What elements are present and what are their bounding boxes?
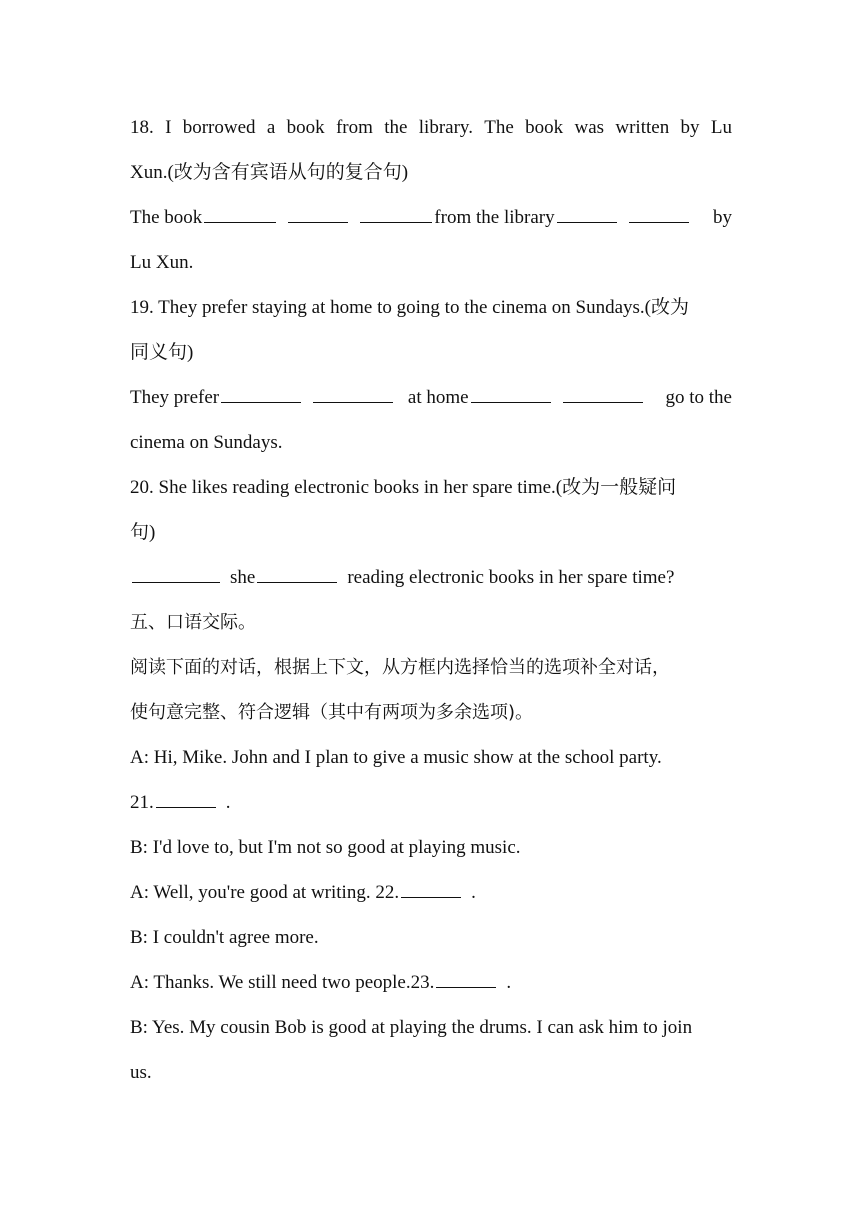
q18-word: library. [418,117,473,138]
dialogue-b3-line-1 [130,1005,732,1050]
q20-line-2 [130,510,732,555]
q20-text-2: 句) [130,522,156,543]
q20-text-1: 20. She likes reading electronic books in her spare time.(改为一般疑问 [130,477,677,498]
q18-answer-end: by [713,207,732,228]
q18-line-1 [130,105,732,150]
q20-blank-1[interactable] [132,566,220,583]
q18-answer-line-2 [130,240,732,285]
dialogue-b1 [130,825,732,870]
dialogue-b2-text: B: I couldn't agree more. [130,927,319,948]
q18-word: I [165,117,172,138]
q21-blank[interactable] [156,791,216,808]
q19-answer-end: go to the [665,387,732,408]
q18-word: a [266,117,276,138]
q18-word: book [525,117,564,138]
section-5-instruction-2 [130,690,732,735]
q18-word: the [384,117,408,138]
dialogue-a1 [130,735,732,780]
q18-line-2 [130,150,732,195]
section-5-title [130,600,732,645]
q18-blank-4[interactable] [557,206,617,223]
q19-answer-text-2: cinema on Sundays. [130,432,283,453]
q19-line-1 [130,285,732,330]
q18-answer-start: The book [130,207,203,228]
q19-text-2: 同义句) [130,342,194,363]
q18-text-2: Xun.(改为含有宾语从句的复合句) [130,162,409,183]
q18-word: The [484,117,514,138]
dialogue-a2 [130,870,732,915]
dialogue-a3-text: A: Thanks. We still need two people.23. [130,972,435,993]
q22-blank[interactable] [401,881,461,898]
q18-word: book [286,117,325,138]
q19-answer-line-2 [130,420,732,465]
dialogue-q21-number: 21. [130,792,154,813]
q19-blank-2[interactable] [313,386,393,403]
q19-blank-4[interactable] [563,386,643,403]
section-5-title-text: 五、口语交际。 [130,612,256,633]
q18-answer-line [130,195,732,240]
q23-blank[interactable] [436,971,496,988]
q20-blank-2[interactable] [257,566,337,583]
dialogue-a2-text: A: Well, you're good at writing. 22. [130,882,400,903]
section-5-instruction-1 [130,645,732,690]
q21-period: . [225,792,231,813]
dialogue-b1-text: B: I'd love to, but I'm not so good at playing music. [130,837,521,858]
q18-answer-mid: from the library [434,207,555,228]
q18-blank-5[interactable] [629,206,689,223]
document-page [130,105,732,1095]
section-5-instruction-text-2: 使句意完整、符合逻辑（其中有两项为多余选项)。 [130,702,534,723]
q18-word: 18. [130,117,154,138]
dialogue-a3 [130,960,732,1005]
section-5-instruction-text-1: 阅读下面的对话，根据上下文，从方框内选择恰当的选项补全对话， [130,657,670,678]
q20-answer-line [130,555,732,600]
q19-line-2 [130,330,732,375]
dialogue-b3-text-2: us. [130,1062,152,1083]
q19-blank-3[interactable] [471,386,551,403]
dialogue-b2 [130,915,732,960]
q19-answer-mid: at home [407,387,469,408]
q20-line-1 [130,465,732,510]
q18-blank-3[interactable] [360,206,432,223]
q19-answer-line [130,375,732,420]
dialogue-b3-line-2 [130,1050,732,1095]
q18-answer-text-2: Lu Xun. [130,252,194,273]
q18-blank-2[interactable] [288,206,348,223]
q22-period: . [471,882,476,903]
q23-period: . [506,972,512,993]
q18-word: written [615,117,670,138]
q19-answer-start: They prefer [130,387,220,408]
q19-text-1: 19. They prefer staying at home to going to the cinema on Sundays.(改为 [130,297,689,318]
dialogue-a1-text: A: Hi, Mike. John and I plan to give a music show at the school party. [130,747,662,768]
q18-word: from [335,117,373,138]
q19-blank-1[interactable] [221,386,301,403]
q18-blank-1[interactable] [204,206,276,223]
q20-answer-mid: she [230,567,256,588]
q18-word: was [574,117,605,138]
q18-word: by [680,117,700,138]
dialogue-q21-line [130,780,732,825]
dialogue-b3-text-1: B: Yes. My cousin Bob is good at playing the drums. I can ask him to join [130,1017,693,1038]
q20-answer-end: reading electronic books in her spare time? [347,567,675,588]
q18-word: Lu [710,117,732,138]
q18-word: borrowed [182,117,256,138]
